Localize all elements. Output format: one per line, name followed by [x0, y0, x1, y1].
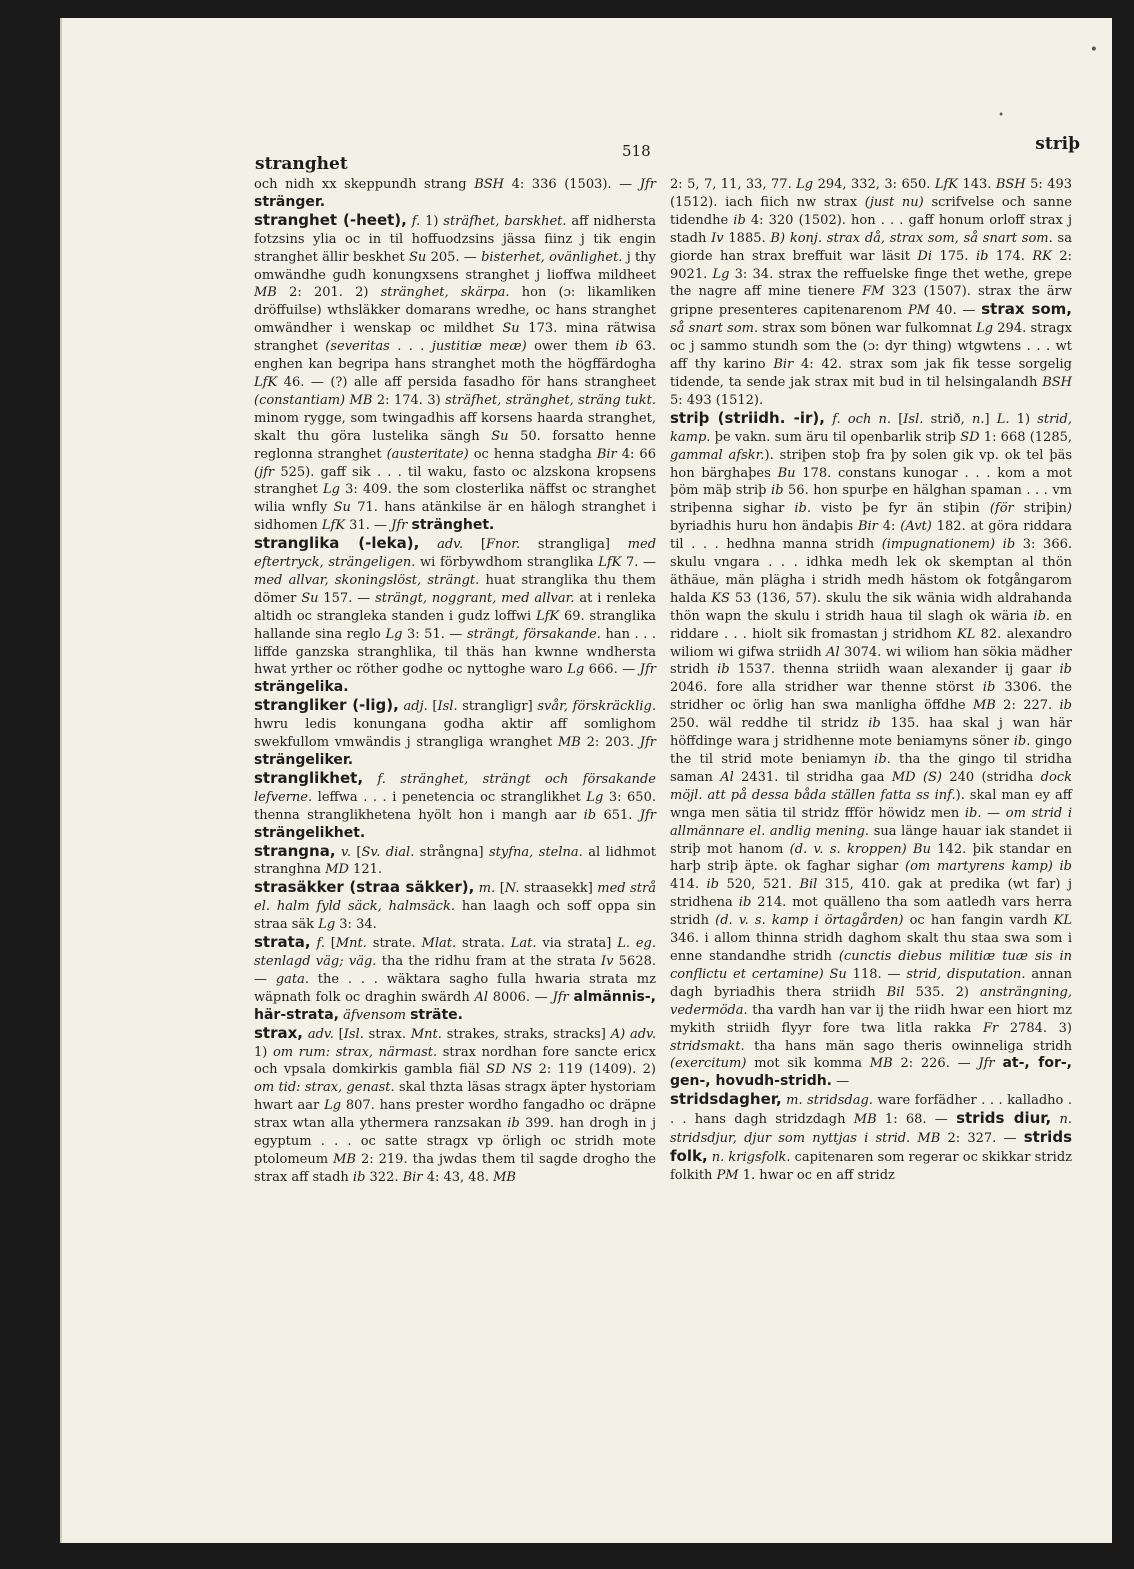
- right-column: [670, 176, 1072, 1185]
- right-running-headword: striþ: [1035, 134, 1080, 154]
- dictionary-entry: stridsdagher, m. stridsdag. ware forfädher . . . kalladho . . . hans dagh stridzdagh MB 1: 68. — strids diur, n. stridsdjur, djur som nyttjas i strid. MB 2: 327. — strids folk, n. krigsfolk. capitenaren som regerar oc skikkar stridz folkith PM 1. hwar oc en aff stridz: [670, 1090, 1073, 1183]
- dictionary-entry: strangliker (-lig), adj. [Isl. strangligr] svår, förskräcklig. hwru ledis konungana godha aktir aff somlighom swekfullom vmwändis j strangliga wranghet MB 2: 203. Jfr strängeliker.: [254, 696, 657, 768]
- dictionary-entry: 2: 5, 7, 11, 33, 77. Lg 294, 332, 3: 650. LfK 143. BSH 5: 493 (1512). iach fiich nw strax (just nu) scrifvelse och sanne tidendhe ib 4: 320 (1502). hon . . . gaff honum orloff strax j stadh Iv 1885. B) konj. strax då, strax som, så snart som. sa giorde han strax breffuit war läsit Di 175. ib 174. RK 2: 9021. Lg 3: 34. strax the reffuelske finge thet wethe, grepe the nagre aff mine tienere FM 323 (1507). strax the ärw gripne presenteres capitenarenom PM 40. — strax som, så snart som. strax som bönen war fulkomnat Lg 294. stragx oc j sammo stundh som the (ɔ: dyr thing) wtgwtens . . . wt aff thy karino Bir 4: 42. strax som jak fik tesse sorgelig tidende, ta sende jak strax mit bud in til helsingalandh BSH 5: 493 (1512).: [670, 177, 1073, 408]
- dictionary-entry: stranglikhet, f. stränghet, strängt och försakande lefverne. leffwa . . . i penetencia oc stranglikhet Lg 3: 650. thenna stranglikhetena hyölt hon i mangh aar ib 651. Jfr strängelikhet.: [254, 768, 656, 841]
- dictionary-entry: strata, f. [Mnt. strate. Mlat. strata. Lat. via strata] L. eg. stenlagd väg; väg. tha the ridhu fram at the strata Iv 5628. — gata. the . . . wäktara sagho fulla hwaria strata mz wäpnath folk oc draghin swärdh Al 8006. — Jfr almännis-, här-strata, äfvensom sträte.: [254, 933, 657, 1023]
- dictionary-entry: strangna, v. [Sv. dial. strångna] styfna, stelna. al lidhmot stranghna MD 121.: [254, 841, 656, 878]
- dictionary-entry: och nidh xx skeppundh strang BSH 4: 336 (1503). — Jfr stränger.: [254, 177, 656, 210]
- dictionary-entry: stranglika (-leka), adv. [Fnor. strangliga] med eftertryck, strängeligen. wi förbywdhom stranglika LfK 7. — med allvar, skoningslöst, strängt. huat stranglika thu them dömer Su 157. — strängt, noggrant, med allvar. at i renleka altidh oc strangleka standen i gudz loffwi LfK 69. stranglika hallande sina reglo Lg 3: 51. — strängt, försakande. han . . . liffde ganzska stranghlika, til thäs han kwnne wndhersta hwat yrther oc röther godhe oc nyttoghe waro Lg 666. — Jfr strängelika.: [254, 534, 657, 696]
- dictionary-entry: strasäkker (straa säkker), m. [N. straasekk] med strå el. halm fyld säck, halmsäck. han laagh och soff oppa sin straa säk Lg 3: 34.: [254, 878, 657, 933]
- left-running-headword: stranghet: [255, 154, 348, 174]
- page-number: 518: [622, 142, 651, 160]
- dictionary-entry: strax, adv. [Isl. strax. Mnt. strakes, straks, stracks] A) adv. 1) om rum: strax, närmast. strax nordhan fore sancte ericx och vpsala domkirkis gambla fiäl SD NS 2: 119 (1409). 2) om tid: strax, genast. skal thzta läsas stragx äpter hystoriam hwart aar Lg 807. hans prester wordho fangadho oc dräpne strax wtan alla ythermera ranzsakan ib 399. han drogh in j egyptum . . . oc satte stragx vp örligh oc stridh mote ptolomeum MB 2: 219. tha jwdas them til sagde drogho the strax aff stadh ib 322. Bir 4: 43, 48. MB: [254, 1023, 657, 1185]
- page-header: [62, 124, 1112, 174]
- left-column: [254, 176, 656, 1187]
- dictionary-entry: stranghet (-heet), f. 1) sträfhet, barskhet. aff nidhersta fotzsins ylia oc in til hoffuodzsins jässa fiinz j tik engin stranghet ällir beskhet Su 205. — bisterhet, ovänlighet. j thy omwändhe gudh konungxsens stranghet j lioffwa mildheet MB 2: 201. 2) stränghet, skärpa. hon (ɔ: likamliken dröffuilse) wthsläkker domarans wredhe, oc hans stranghet omwändher i wenskap oc mildhet Su 173. mina rätwisa stranghet (severitas . . . justitiæ meæ) ower them ib 63. enghen kan begripa hans stranghet moth the högffärdogha LfK 46. — (?) alle aff persida fasadho för hans strangheet (constantiam) MB 2: 174. 3) sträfhet, stränghet, sträng tukt. minom rygge, som twingadhis aff korsens haarda stranghet, skalt thu göra lustelika sängh Su 50. forsatto henne reglonna stranghet (austeritate) oc henna stadgha Bir 4: 66 (jfr 525). gaff sik . . . til waku, fasto oc alzskona kropsens stranghet Lg 3: 409. the som closterlika näffst oc stranghet wilia wnfly Su 71. hans atänkilse är en hälogh stranghet i sidhomen LfK 31. — Jfr stränghet.: [254, 210, 656, 534]
- corner-mark: •: [998, 110, 1004, 121]
- dictionary-entry: striþ (striidh. -ir), f. och n. [Isl. strið, n.] L. 1) strid, kamp. þe vakn. sum äru til openbarlik striþ SD 1: 668 (1285, gammal afskr.). striþen stoþ fra þy solen gik vp. ok tel þäs hon bärghaþes Bu 178. constans kunogar . . . kom a mot þöm mäþ striþ ib 56. hon spurþe en hälghan spaman . . . vm striþenna sighar ib. visto þe fyr än stiþin (för striþin) byriadhis huru hon ändaþis Bir 4: (Avt) 182. at göra riddara til . . . hedhna manna stridh (impugnationem) ib 3: 366. skulu vngara . . . idhka medh lek ok skemptan al thön äthäue, män plägha i stridh medh hästom ok fotgångarom halda KS 53 (136, 57). skulu the sik wänia widh aldrahanda thön wapn the skulu i stridh haua til slagh ok wäria ib. en riddare . . . hiolt sik fromastan j stridhom KL 82. alexandro wiliom wi gifwa striidh Al 3074. wi wiliom han sökia mädher stridh ib 1537. thenna striidh waan alexander ij gaar ib 2046. fore alla stridher war thenne störst ib 3306. the stridher oc örlig han swa manligha öffdhe MB 2: 227. ib 250. wäl reddhe til stridz ib 135. haa skal j wan här höffdinge wara j stridhenne mote beniamyns söner ib. gingo the til strid mote beniamyn ib. tha the gingo til stridha saman Al 2431. til stridha gaa MD (S) 240 (stridha dock möjl. att på dessa båda ställen fatta ss inf.). skal man ey aff wnga men sätia til stridz ffför höwidz men ib. — om strid i allmännare el. andlig mening. sua länge hauar iak standet ii striþ mot hanom (d. v. s. kroppen) Bu 142. þik standar en harþ striþ äpte. ok faghar sighar (om martyrens kamp) ib 414. ib 520, 521. Bil 315, 410. gak at predika (wt far) j stridhena ib 214. mot quälleno tha som aatledh vars herra stridh (d. v. s. kamp i örtagården) oc han fangin vardh KL 346. i allom thinna stridh daghom skalt thu staa swa som i enne standandhe stridh (cunctis diebus militiæ tuæ sis in conflictu et certamine) Su 118. — strid, disputation. annan dagh byriadhis thera striidh Bil 535. 2) ansträngning, vedermöda. tha vardh han var ij the riidh hwar een hiort mz mykith striidh flyyr fore twa litla rakka Fr 2784. 3) stridsmakt. tha hans män sago theris owinneliga stridh (exercitum) mot sik komma MB 2: 226. — Jfr at-, for-, gen-, hovudh-stridh. —: [670, 408, 1073, 1090]
- corner-mark: •: [1089, 42, 1098, 58]
- dictionary-page: [60, 18, 1112, 1543]
